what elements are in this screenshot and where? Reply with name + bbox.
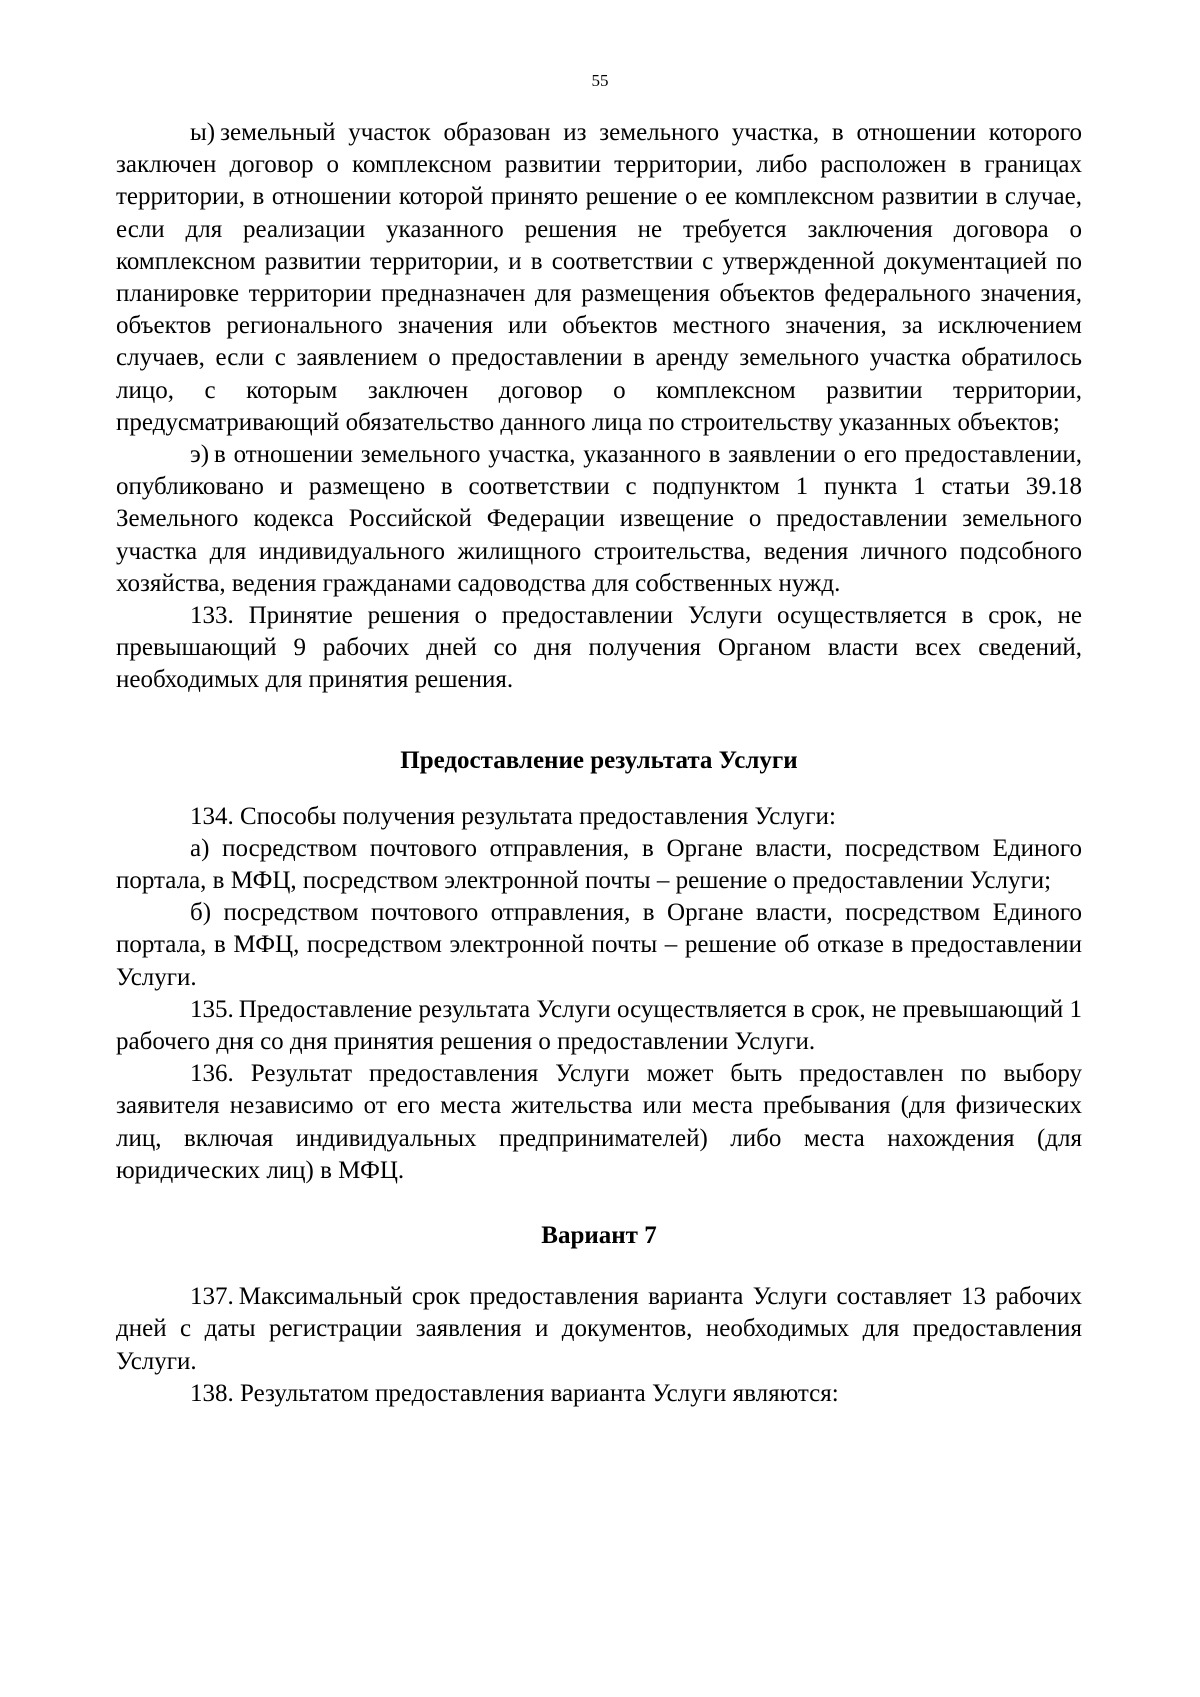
- section-heading-variant-7: Вариант 7: [541, 1222, 657, 1250]
- paragraph-138: 138. Результатом предоставления варианта Услуги являются:: [190, 1379, 839, 1407]
- paragraph-134-a: а) посредством почтового отправления, в Органе власти, посредством Единого портала, в МФЦ, посредством электронной почты – решение о предоставлении Услуги;: [116, 834, 1082, 895]
- section-heading-result: Предоставление результата Услуги: [400, 746, 798, 774]
- page-number: 55: [591, 71, 609, 90]
- paragraph-136: 136. Результат предоставления Услуги может быть предоставлен по выбору заявителя независимо от его места жительства или места пребывания (для физических лиц, включая индивидуальных предпринимателей) либо места нахождения (для юридических лиц) в МФЦ.: [116, 1060, 1082, 1184]
- paragraph-135: 135. Предоставление результата Услуги осуществляется в срок, не превышающий 1 рабочего дня со дня принятия решения о предоставлении Услуги.: [116, 995, 1082, 1056]
- paragraph-137: 137. Максимальный срок предоставления варианта Услуги составляет 13 рабочих дней с даты регистрации заявления и документов, необходимых для предоставления Услуги.: [116, 1283, 1082, 1375]
- paragraph-134-b: б) посредством почтового отправления, в Органе власти, посредством Единого портала, в МФЦ, посредством электронной почты – решение об отказе в предоставлении Услуги.: [116, 899, 1082, 991]
- paragraph-133: 133. Принятие решения о предоставлении Услуги осуществляется в срок, не превышающий 9 рабочих дней со дня получения Органом власти всех сведений, необходимых для принятия решения.: [116, 602, 1082, 694]
- document-body: [116, 117, 1082, 1410]
- paragraph-item-y: ы) земельный участок образован из земельного участка, в отношении которого заключен договор о комплексном развитии территории, либо расположен в границах территории, в отношении которой принято решение о ее комплексном развитии в случае, если для реализации указанного решения не требуется заключения договора о комплексном развитии территории, и в соответствии с утвержденной документацией по планировке территории предназначен для размещения объектов федерального значения, объектов регионального значения или объектов местного значения, за исключением случаев, если с заявлением о предоставлении в аренду земельного участка обратилось лицо, с которым заключен договор о комплексном развитии территории, предусматривающий обязательство данного лица по строительству указанных объектов;: [116, 119, 1082, 436]
- paragraph-134: 134. Способы получения результата предоставления Услуги:: [190, 802, 836, 830]
- paragraph-item-e: э) в отношении земельного участка, указанного в заявлении о его предоставлении, опубликовано и размещено в соответствии с подпунктом 1 пункта 1 статьи 39.18 Земельного кодекса Российской Федерации извещение о предоставлении земельного участка для индивидуального жилищного строительства, ведения личного подсобного хозяйства, ведения гражданами садоводства для собственных нужд.: [116, 441, 1082, 597]
